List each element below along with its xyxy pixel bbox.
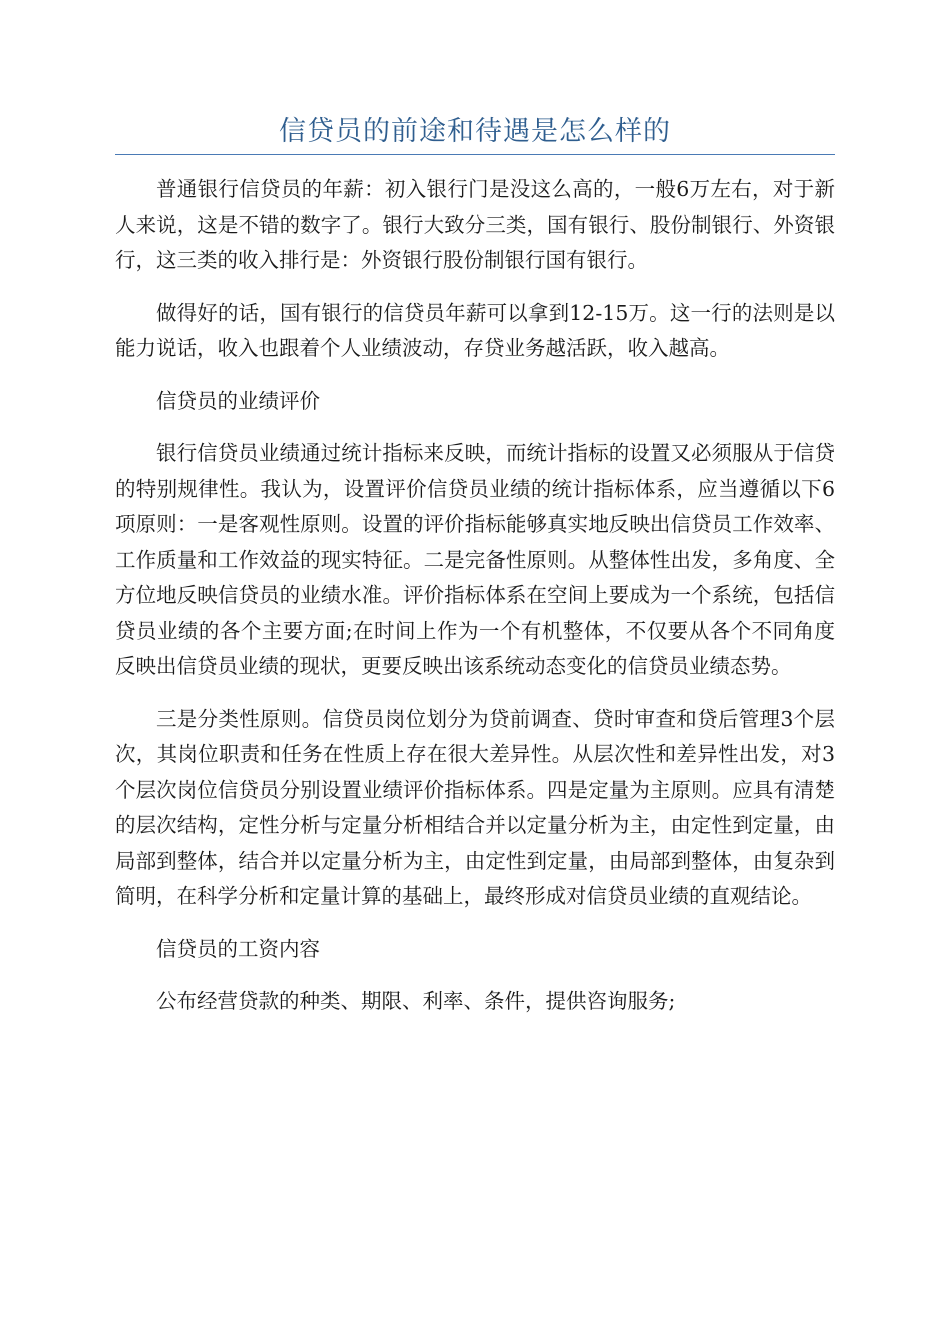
paragraph-performance-principles: 银行信贷员业绩通过统计指标来反映，而统计指标的设置又必须服从于信贷的特别规律性。我认为，设置评价信贷员业绩的统计指标体系，应当遵循以下6项原则：一是客观性原则。设置的评价指标能够真实地反映出信贷员工作效率、工作质量和工作效益的现实特征。二是完备性原则。从整体性出发，多角度、全方位地反映信贷员的业绩水准。评价指标体系在空间上要成为一个系统，包括信贷员业绩的各个主要方面;在时间上作为一个有机整体，不仅要从各个不同角度反映出信贷员业绩的现状，更要反映出该系统动态变化的信贷员业绩态势。 [115,441,835,678]
document-body [115,172,835,1037]
paragraph-salary-overview: 普通银行信贷员的年薪：初入银行门是没这么高的，一般6万左右，对于新人来说，这是不错的数字了。银行大致分三类，国有银行、股份制银行、外资银行，这三类的收入排行是：外资银行股份制银行国有银行。 [115,177,835,272]
section-heading-performance: 信贷员的业绩评价 [156,388,320,413]
section-heading-job-content: 信贷员的工资内容 [156,936,320,961]
paragraph-classification-principles: 三是分类性原则。信贷员岗位划分为贷前调查、贷时审查和贷后管理3个层次，其岗位职责和任务在性质上存在很大差异性。从层次性和差异性出发，对3个层次岗位信贷员分别设置业绩评价指标体系。四是定量为主原则。应具有清楚的层次结构，定性分析与定量分析相结合并以定量分析为主，由定性到定量，由局部到整体，结合并以定量分析为主，由定性到定量，由局部到整体，由复杂到简明，在科学分析和定量计算的基础上，最终形成对信贷员业绩的直观结论。 [115,706,835,908]
title-underline [115,154,835,155]
paragraph-salary-potential: 做得好的话，国有银行的信贷员年薪可以拿到12-15万。这一行的法则是以能力说话，收入也跟着个人业绩波动，存贷业务越活跃，收入越高。 [115,300,835,360]
paragraph-job-content-item: 公布经营贷款的种类、期限、利率、条件，提供咨询服务; [156,989,676,1013]
document-title: 信贷员的前途和待遇是怎么样的 [279,116,671,147]
